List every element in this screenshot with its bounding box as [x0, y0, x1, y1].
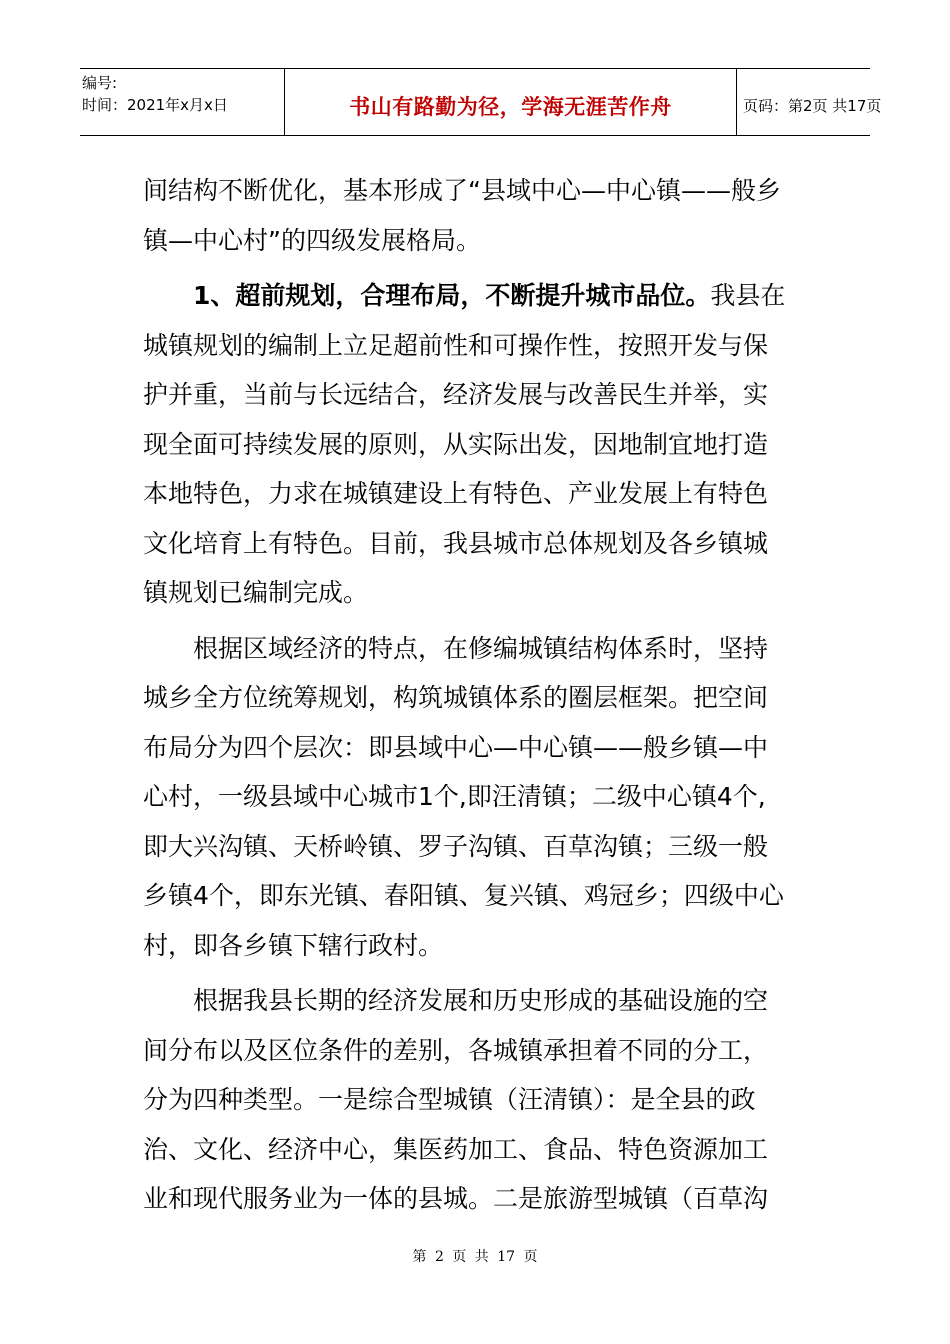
- document-number-label: 编号:: [82, 74, 118, 92]
- body-line: 乡镇4个，即东光镇、春阳镇、复兴镇、鸡冠乡；四级中心: [143, 881, 784, 910]
- body-line: 护并重，当前与长远结合，经济发展与改善民生并举，实: [143, 380, 769, 409]
- section-heading-line: [143, 271, 785, 321]
- body-line: 心村，一级县域中心城市1个,即汪清镇；二级中心镇4个,: [143, 782, 766, 811]
- body-line: 业和现代服务业为一体的县城。二是旅游型城镇（百草沟: [143, 1184, 769, 1213]
- section-heading: 1、超前规划，合理布局，不断提升城市品位。: [193, 281, 711, 310]
- page-footer: 第 2 页 共 17 页: [412, 1249, 538, 1265]
- body-line: 镇规划已编制完成。: [143, 578, 369, 607]
- document-body: [143, 166, 785, 1224]
- body-line: 间分布以及区位条件的差别，各城镇承担着不同的分工，: [143, 1035, 769, 1065]
- body-line: 根据区域经济的特点，在修编城镇结构体系时，坚持: [193, 633, 769, 663]
- header-motto: 书山有路勤为径，学海无涯苦作舟: [349, 95, 672, 119]
- body-line: 文化培育上有特色。目前，我县城市总体规划及各乡镇城: [143, 528, 769, 558]
- body-line: 城镇规划的编制上立足超前性和可操作性，按照开发与保: [143, 330, 769, 360]
- body-line: 根据我县长期的经济发展和历史形成的基础设施的空: [193, 986, 769, 1015]
- body-line: 即大兴沟镇、天桥岭镇、罗子沟镇、百草沟镇；三级一般: [143, 831, 769, 861]
- body-text-span: 我县在: [710, 281, 786, 310]
- body-line: 城乡全方位统筹规划，构筑城镇体系的圈层框架。把空间: [143, 683, 769, 712]
- body-line: 治、文化、经济中心，集医药加工、食品、特色资源加工: [143, 1134, 769, 1164]
- body-line: 分为四种类型。一是综合型城镇（汪清镇）：是全县的政: [143, 1085, 756, 1114]
- body-line: 现全面可持续发展的原则，从实际出发，因地制宜地打造: [143, 429, 769, 459]
- header-page-info: 页码：第2页 共17页: [743, 97, 882, 115]
- page-header: [80, 68, 882, 136]
- body-line: 村，即各乡镇下辖行政村。: [143, 930, 444, 960]
- body-line: 镇—中心村”的四级发展格局。: [143, 225, 481, 255]
- body-line: 本地特色，力求在城镇建设上有特色、产业发展上有特色: [143, 479, 769, 508]
- header-meta: [80, 69, 285, 135]
- body-line: 间结构不断优化，基本形成了“县域中心—中心镇——般乡: [143, 176, 781, 205]
- body-line: 布局分为四个层次：即县域中心—中心镇——般乡镇—中: [143, 732, 769, 762]
- document-time-label: 时间：2021年x月x日: [82, 96, 228, 114]
- header-motto-cell: [285, 69, 737, 135]
- header-page-cell: [737, 69, 882, 135]
